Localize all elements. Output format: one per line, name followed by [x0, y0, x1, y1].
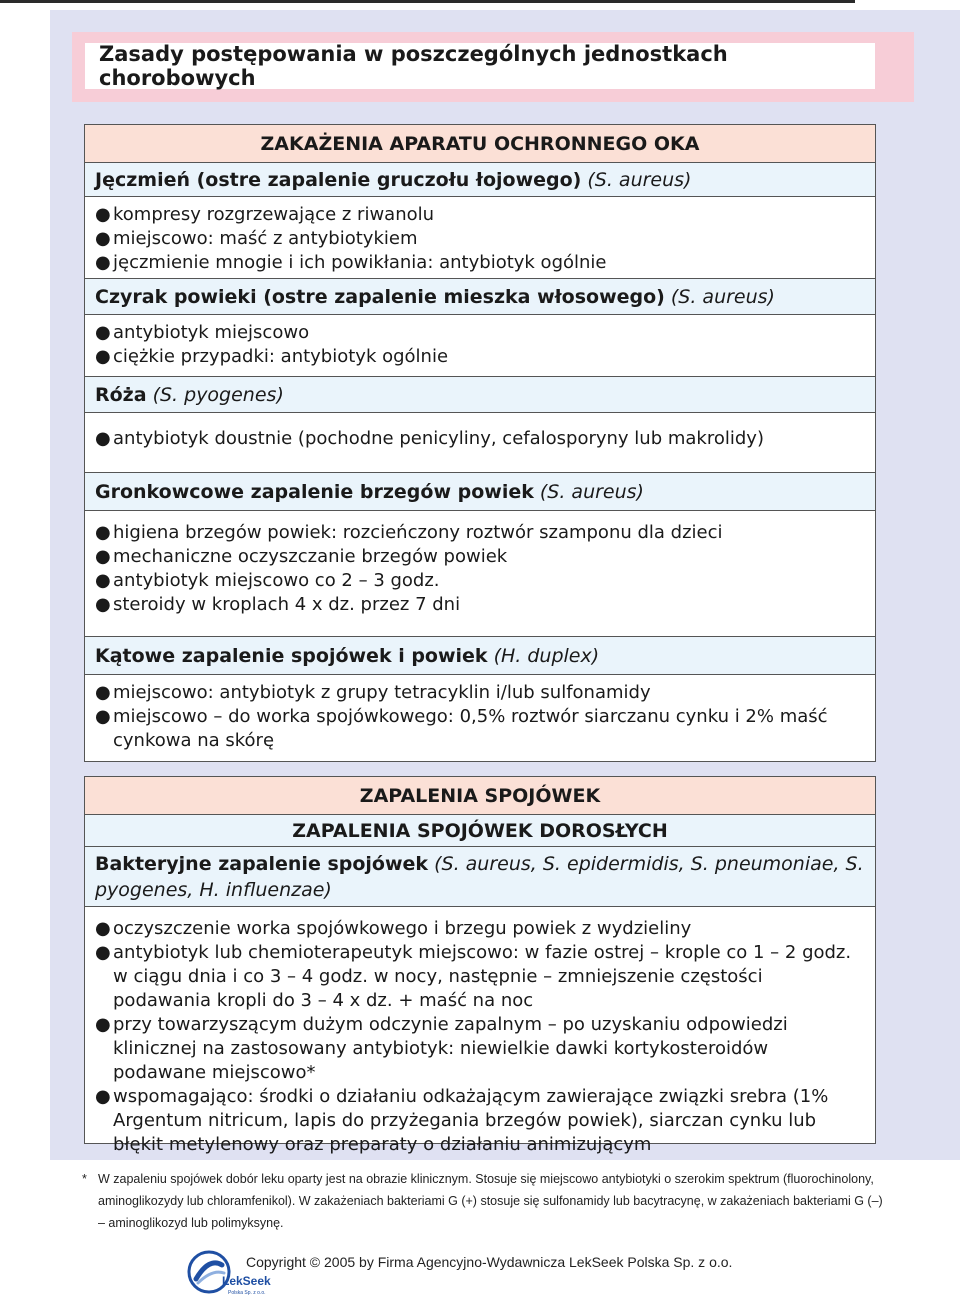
copyright: Copyright © 2005 by Firma Agencyjno-Wydawnicza LekSeek Polska Sp. z o.o.	[246, 1254, 733, 1270]
bullet-icon: ●	[95, 942, 111, 963]
bullet-icon: ●	[95, 918, 111, 939]
list-item: ● mechaniczne oczyszczanie brzegów powiek	[95, 546, 508, 567]
conjunctivitis-table	[84, 776, 876, 1155]
list-item: ● higiena brzegów powiek: rozcieńczony roztwór szamponu dla dzieci	[95, 522, 723, 543]
condition-name: Róża	[95, 383, 147, 406]
list-item: ● antybiotyk lub chemioterapeutyk miejscowo: w fazie ostrej – krople co 1 – 2 godz. w ciągu dnia i co 3 – 4 godz. w nocy, następnie – zmniejszenie częstości podawania kropli do 3 – 4 x dz. + maść na noc	[95, 942, 852, 1011]
list-item: ● steroidy w kroplach 4 x dz. przez 7 dni	[95, 594, 461, 615]
condition-title	[85, 377, 875, 413]
condition-treatment	[85, 511, 875, 637]
list-item: ● ciężkie przypadki: antybiotyk ogólnie	[95, 346, 449, 367]
condition-treatment	[85, 907, 875, 1155]
section-subheader: ZAPALENIA SPOJÓWEK DOROSŁYCH	[85, 815, 875, 847]
condition-name: Gronkowcowe zapalenie brzegów powiek	[95, 480, 534, 503]
condition-title	[85, 637, 875, 675]
list-item: ● antybiotyk miejscowo	[95, 322, 310, 343]
list-item: ● kompresy rozgrzewające z riwanolu	[95, 204, 435, 225]
condition-name: Bakteryjne zapalenie spojówek	[95, 853, 429, 875]
condition-organism: (H. duplex)	[493, 644, 600, 667]
condition-organism: (S. aureus)	[539, 480, 644, 503]
condition-organism: (S. pyogenes)	[152, 383, 284, 406]
bullet-icon: ●	[95, 1014, 111, 1035]
bullet-icon: ●	[95, 570, 111, 591]
list-item: ● miejscowo: maść z antybiotykiem	[95, 228, 418, 249]
bullet-icon: ●	[95, 594, 111, 615]
bullet-icon: ●	[95, 204, 111, 225]
section-header: ZAKAŻENIA APARATU OCHRONNEGO OKA	[85, 125, 875, 163]
top-rule	[0, 0, 855, 3]
bullet-icon: ●	[95, 428, 111, 449]
bullet-icon: ●	[95, 322, 111, 343]
condition-organism: (S. aureus)	[587, 168, 692, 191]
condition-name: Kątowe zapalenie spojówek i powiek	[95, 644, 488, 667]
bullet-icon: ●	[95, 522, 111, 543]
condition-treatment	[85, 315, 875, 377]
bullet-icon: ●	[95, 682, 111, 703]
list-item: ● miejscowo – do worka spojówkowego: 0,5% roztwór siarczanu cynku i 2% maść cynkowa na skórę	[95, 706, 828, 751]
bullet-icon: ●	[95, 546, 111, 567]
condition-name: Jęczmień (ostre zapalenie gruczołu łojowego)	[95, 168, 582, 191]
condition-organism: (S. aureus, S. epidermidis, S. pneumoniae, S. pyogenes, H. influenzae)	[95, 853, 864, 901]
list-item: ● antybiotyk doustnie (pochodne penicyliny, cefalosporyny lub makrolidy)	[95, 428, 764, 449]
condition-organism: (S. aureus)	[670, 285, 775, 308]
list-item: ● miejscowo: antybiotyk z grupy tetracyklin i/lub sulfonamidy	[95, 682, 651, 703]
lekseek-logo-icon	[186, 1249, 232, 1295]
logo-subtitle: Polska Sp. z o.o.	[228, 1290, 266, 1296]
condition-title	[85, 279, 875, 315]
footnote-text: W zapaleniu spojówek dobór leku oparty jest na obrazie klinicznym. Stosuje się miejscowo antybiotyki o szerokim spektrum (fluorochinolony, aminoglikozydy lub chloramfenikol). W zakażeniach bakteriami G (+) stosuje się sulfonamidy lub bacytracynę, w zakażeniach bakteriami G (–) – aminoglikozyd lub polimyksynę.	[98, 1172, 883, 1230]
condition-treatment	[85, 413, 875, 473]
list-item: ● przy towarzyszącym dużym odczynie zapalnym – po uzyskaniu odpowiedzi klinicznej na zastosowany antybiotyk: niewielkie dawki kortykosteroidów podawane miejscowo*	[95, 1014, 788, 1083]
footnote-marker: *	[82, 1172, 87, 1186]
condition-title	[85, 847, 875, 907]
list-item: ● antybiotyk miejscowo co 2 – 3 godz.	[95, 570, 440, 591]
condition-treatment	[85, 675, 875, 761]
bullet-icon: ●	[95, 252, 111, 273]
list-item: ● jęczmienie mnogie i ich powikłania: antybiotyk ogólnie	[95, 252, 607, 273]
bullet-icon: ●	[95, 1086, 111, 1107]
list-item: ● wspomagająco: środki o działaniu odkażającym zawierające związki srebra (1% Argentum nitricum, lapis do przyżegania brzegów powiek), siarczan cynku lub błękit metylenowy oraz preparaty o działaniu animizującym	[95, 1086, 829, 1155]
section-header: ZAPALENIA SPOJÓWEK	[85, 777, 875, 815]
page-title: Zasady postępowania w poszczególnych jednostkach chorobowych	[85, 43, 875, 89]
bullet-icon: ●	[95, 228, 111, 249]
eye-adnexa-infections-table	[84, 124, 876, 762]
condition-title	[85, 473, 875, 511]
bullet-icon: ●	[95, 346, 111, 367]
footnote	[84, 1168, 884, 1234]
logo-name: LekSeek	[222, 1274, 271, 1288]
bullet-icon: ●	[95, 706, 111, 727]
condition-treatment	[85, 197, 875, 279]
condition-title	[85, 163, 875, 197]
condition-name: Czyrak powieki (ostre zapalenie mieszka włosowego)	[95, 285, 665, 308]
list-item: ● oczyszczenie worka spojówkowego i brzegu powiek z wydzieliny	[95, 918, 692, 939]
